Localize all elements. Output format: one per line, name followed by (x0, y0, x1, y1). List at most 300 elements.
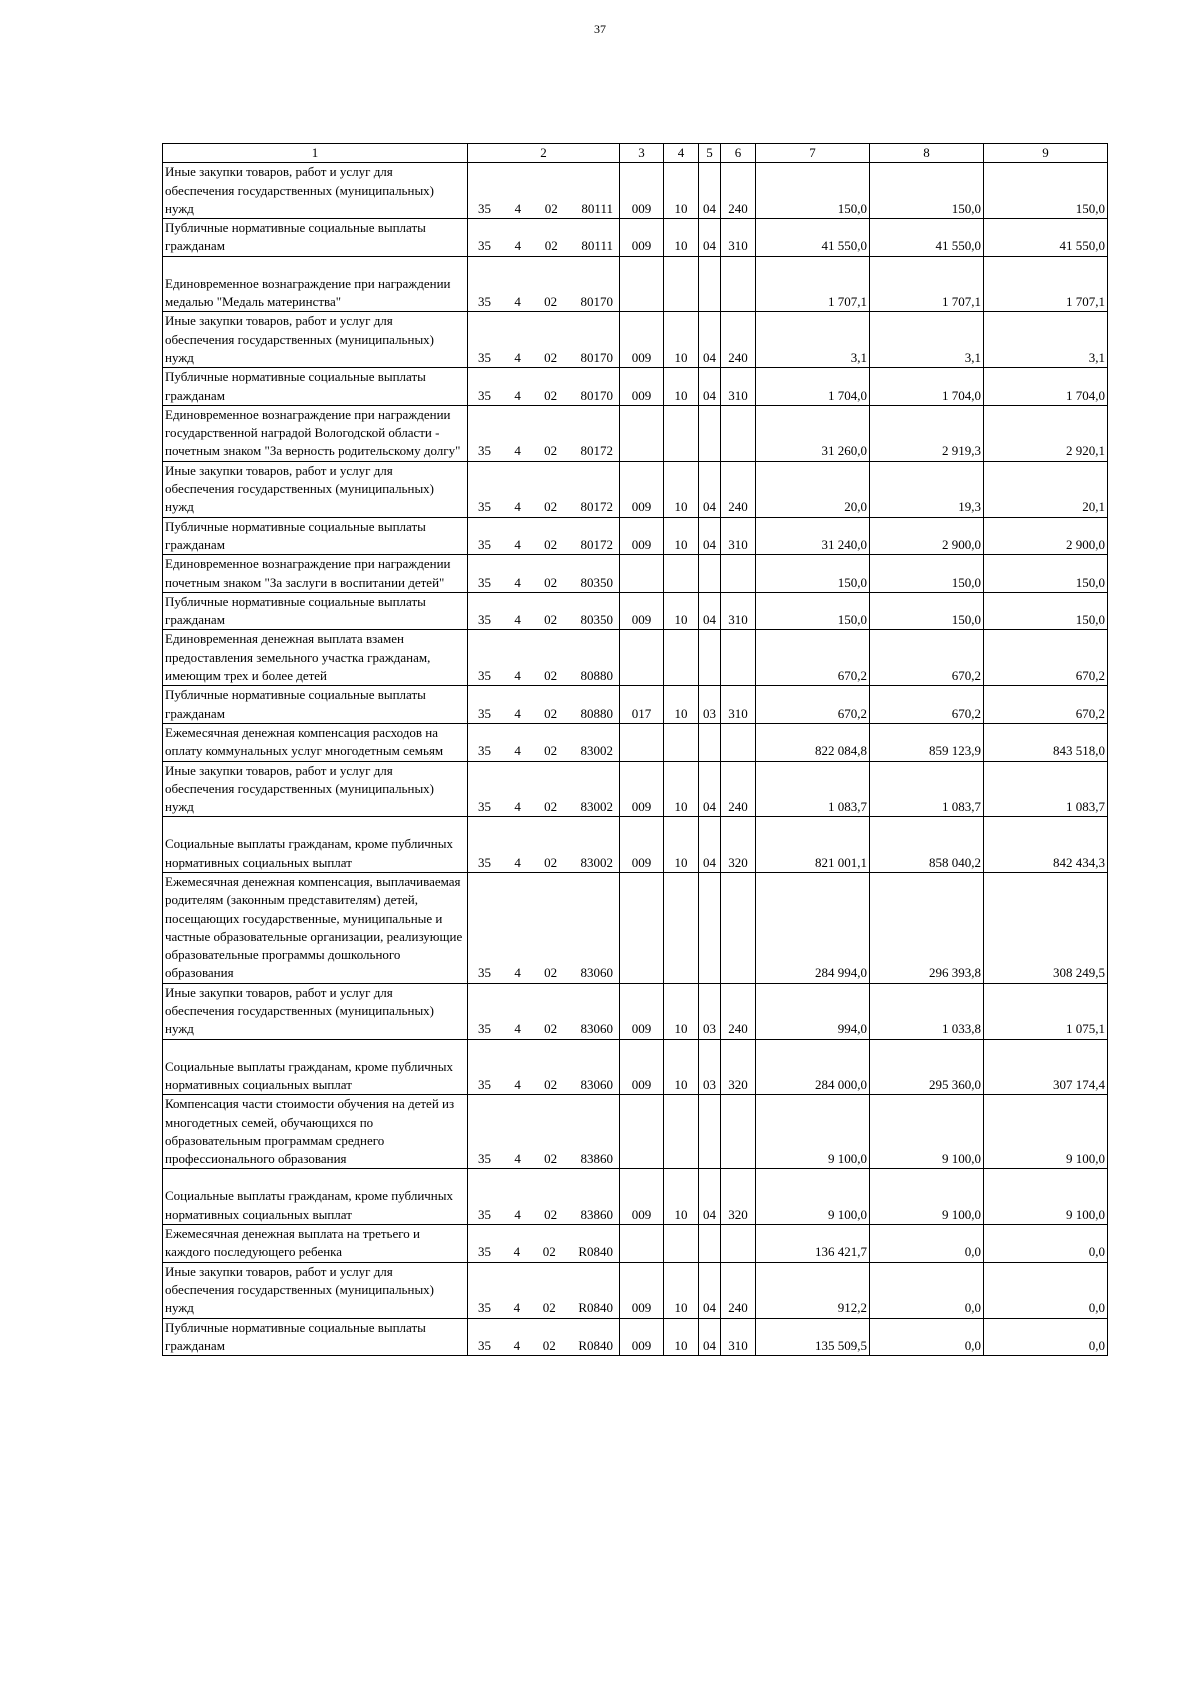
row-col4: 10 (664, 686, 699, 724)
row-col3 (620, 723, 664, 761)
row-value-8: 150,0 (870, 555, 984, 593)
row-value-8: 859 123,9 (870, 723, 984, 761)
row-col6: 310 (721, 686, 756, 724)
row-col5: 04 (699, 163, 721, 219)
code-program: 35 (478, 536, 491, 552)
code-type: 4 (514, 743, 521, 759)
code-subprogram: 02 (544, 743, 558, 759)
code-subprogram: 02 (544, 1151, 558, 1167)
table-row (163, 1262, 1108, 1318)
row-col4 (664, 1095, 699, 1169)
row-value-9: 2 920,1 (984, 405, 1108, 461)
row-value-8: 150,0 (870, 163, 984, 219)
row-value-7: 20,0 (756, 461, 870, 517)
row-value-8: 295 360,0 (870, 1039, 984, 1095)
code-program: 35 (478, 612, 491, 628)
code-program: 35 (478, 294, 491, 310)
code-type: 4 (513, 1337, 521, 1353)
code-program: 35 (478, 1300, 491, 1316)
header-cell: 2 (468, 144, 620, 163)
row-value-9: 308 249,5 (984, 872, 1108, 983)
code-direction: 83002 (580, 799, 613, 815)
row-col4 (664, 256, 699, 312)
code-direction: 80880 (580, 668, 613, 684)
row-col5: 04 (699, 1169, 721, 1225)
row-col6 (721, 723, 756, 761)
table-row (163, 872, 1108, 983)
row-col6: 240 (721, 312, 756, 368)
code-subprogram: 02 (544, 799, 558, 815)
code-program: 35 (478, 1076, 491, 1092)
row-name: Иные закупки товаров, работ и услуг для обеспечения государственных (муниципальных) нужд (163, 312, 468, 368)
code-subprogram: 02 (544, 1021, 558, 1037)
row-value-7: 284 994,0 (756, 872, 870, 983)
row-col5: 04 (699, 761, 721, 817)
row-name: Публичные нормативные социальные выплаты гражданам (163, 219, 468, 257)
row-col6 (721, 872, 756, 983)
row-name: Иные закупки товаров, работ и услуг для обеспечения государственных (муниципальных) нужд (163, 461, 468, 517)
row-value-7: 994,0 (756, 983, 870, 1039)
row-value-8: 1 083,7 (870, 761, 984, 817)
row-value-7: 31 260,0 (756, 405, 870, 461)
page-number: 37 (594, 22, 606, 36)
row-name: Публичные нормативные социальные выплаты гражданам (163, 592, 468, 630)
table-row (163, 461, 1108, 517)
row-col6: 240 (721, 461, 756, 517)
table-row (163, 163, 1108, 219)
header-cell: 6 (721, 144, 756, 163)
row-value-8: 9 100,0 (870, 1169, 984, 1225)
row-value-9: 670,2 (984, 686, 1108, 724)
code-direction: 83860 (580, 1151, 613, 1167)
row-value-7: 821 001,1 (756, 817, 870, 873)
code-program: 35 (478, 443, 491, 459)
row-col4: 10 (664, 1318, 699, 1356)
row-col5 (699, 723, 721, 761)
row-value-7: 150,0 (756, 163, 870, 219)
code-type: 4 (514, 705, 521, 721)
code-direction: 83060 (580, 965, 613, 981)
row-value-8: 670,2 (870, 686, 984, 724)
row-col5: 03 (699, 983, 721, 1039)
code-direction: 80350 (580, 574, 613, 590)
row-code-cell (468, 630, 620, 686)
row-code-cell (468, 1262, 620, 1318)
code-program: 35 (478, 349, 491, 365)
row-value-8: 9 100,0 (870, 1095, 984, 1169)
code-type: 4 (514, 1021, 521, 1037)
table-row (163, 405, 1108, 461)
row-col4: 10 (664, 461, 699, 517)
code-direction: 80172 (580, 443, 613, 459)
row-value-8: 0,0 (870, 1318, 984, 1356)
code-program: 35 (478, 854, 491, 870)
row-value-8: 858 040,2 (870, 817, 984, 873)
code-direction: 80170 (580, 294, 613, 310)
code-type: 4 (514, 387, 521, 403)
row-col5: 04 (699, 592, 721, 630)
row-name: Социальные выплаты гражданам, кроме публичных нормативных социальных выплат (163, 817, 468, 873)
row-col3: 009 (620, 163, 664, 219)
row-col5 (699, 872, 721, 983)
row-code-cell (468, 312, 620, 368)
row-col3 (620, 405, 664, 461)
code-direction: 83002 (580, 743, 613, 759)
row-value-8: 670,2 (870, 630, 984, 686)
row-col6: 310 (721, 1318, 756, 1356)
row-col5 (699, 630, 721, 686)
code-subprogram: 02 (544, 294, 558, 310)
row-value-8: 1 033,8 (870, 983, 984, 1039)
code-direction: 80111 (581, 238, 613, 254)
header-cell: 4 (664, 144, 699, 163)
code-type: 4 (514, 668, 521, 684)
row-col4 (664, 405, 699, 461)
row-col3 (620, 872, 664, 983)
row-col6: 240 (721, 983, 756, 1039)
row-col5: 04 (699, 219, 721, 257)
row-value-7: 1 707,1 (756, 256, 870, 312)
code-type: 4 (514, 200, 522, 216)
code-type: 4 (514, 499, 521, 515)
row-code-cell (468, 817, 620, 873)
row-col4 (664, 630, 699, 686)
code-subprogram: 02 (544, 1076, 558, 1092)
header-cell: 8 (870, 144, 984, 163)
row-col6: 320 (721, 817, 756, 873)
row-code-cell (468, 723, 620, 761)
code-direction: R0840 (578, 1337, 613, 1353)
row-col4: 10 (664, 312, 699, 368)
row-value-7: 670,2 (756, 630, 870, 686)
table-row (163, 1169, 1108, 1225)
table-row (163, 368, 1108, 406)
row-value-7: 9 100,0 (756, 1169, 870, 1225)
row-name: Ежемесячная денежная компенсация, выплачиваемая родителям (законным представителям) детей, посещающих государственные, муниципальные и частные образовательные организации, реализующие образовательные программы дошкольного образования (163, 872, 468, 983)
row-col3: 009 (620, 461, 664, 517)
code-subprogram: 02 (544, 443, 558, 459)
code-program: 35 (478, 1244, 491, 1260)
row-value-8: 296 393,8 (870, 872, 984, 983)
row-col4: 10 (664, 1039, 699, 1095)
row-col6 (721, 405, 756, 461)
row-col6 (721, 1095, 756, 1169)
row-code-cell (468, 872, 620, 983)
row-name: Ежемесячная денежная компенсация расходов на оплату коммунальных услуг многодетным семьям (163, 723, 468, 761)
table-row (163, 817, 1108, 873)
code-subprogram: 02 (542, 1300, 556, 1316)
row-value-7: 3,1 (756, 312, 870, 368)
row-col5: 04 (699, 368, 721, 406)
row-col3 (620, 630, 664, 686)
code-direction: 83060 (580, 1021, 613, 1037)
row-col4: 10 (664, 817, 699, 873)
row-col6: 240 (721, 761, 756, 817)
row-col3: 009 (620, 368, 664, 406)
row-col6 (721, 555, 756, 593)
row-col4: 10 (664, 983, 699, 1039)
row-col4: 10 (664, 761, 699, 817)
code-type: 4 (514, 1076, 521, 1092)
row-code-cell (468, 983, 620, 1039)
row-col3: 009 (620, 1169, 664, 1225)
table-row (163, 219, 1108, 257)
row-name: Единовременное вознаграждение при награждении почетным знаком "За заслуги в воспитании детей" (163, 555, 468, 593)
row-value-9: 150,0 (984, 163, 1108, 219)
row-code-cell (468, 461, 620, 517)
code-subprogram: 02 (544, 668, 558, 684)
code-direction: 80172 (580, 536, 613, 552)
code-program: 35 (478, 1206, 491, 1222)
table-row (163, 1318, 1108, 1356)
row-value-9: 670,2 (984, 630, 1108, 686)
code-direction: 83060 (580, 1076, 613, 1092)
row-value-9: 20,1 (984, 461, 1108, 517)
row-col6: 320 (721, 1039, 756, 1095)
row-col4: 10 (664, 1169, 699, 1225)
row-col5: 04 (699, 461, 721, 517)
row-col6: 310 (721, 592, 756, 630)
row-col3: 009 (620, 1318, 664, 1356)
row-col3: 009 (620, 817, 664, 873)
table-row (163, 1039, 1108, 1095)
row-col3: 009 (620, 761, 664, 817)
code-type: 4 (513, 1244, 521, 1260)
row-name: Публичные нормативные социальные выплаты гражданам (163, 1318, 468, 1356)
code-type: 4 (514, 536, 521, 552)
row-value-8: 19,3 (870, 461, 984, 517)
header-cell: 3 (620, 144, 664, 163)
code-subprogram: 02 (542, 1337, 556, 1353)
row-col5: 04 (699, 817, 721, 873)
row-value-7: 31 240,0 (756, 517, 870, 555)
row-col5: 04 (699, 1318, 721, 1356)
row-name: Ежемесячная денежная выплата на третьего и каждого последующего ребенка (163, 1225, 468, 1263)
code-type: 4 (513, 1300, 521, 1316)
row-col6: 310 (721, 219, 756, 257)
row-col5 (699, 1095, 721, 1169)
row-col6: 320 (721, 1169, 756, 1225)
table-row (163, 983, 1108, 1039)
code-program: 35 (478, 1021, 491, 1037)
row-code-cell (468, 163, 620, 219)
code-subprogram: 02 (544, 574, 558, 590)
row-name: Публичные нормативные социальные выплаты гражданам (163, 686, 468, 724)
row-col3: 009 (620, 983, 664, 1039)
code-type: 4 (514, 854, 521, 870)
row-value-9: 9 100,0 (984, 1169, 1108, 1225)
row-code-cell (468, 219, 620, 257)
code-type: 4 (514, 349, 521, 365)
row-value-9: 1 704,0 (984, 368, 1108, 406)
header-cell: 7 (756, 144, 870, 163)
code-subprogram: 02 (544, 965, 558, 981)
code-subprogram: 02 (544, 499, 558, 515)
row-value-9: 3,1 (984, 312, 1108, 368)
row-col4 (664, 1225, 699, 1263)
row-col4: 10 (664, 368, 699, 406)
row-col3 (620, 256, 664, 312)
row-value-9: 0,0 (984, 1225, 1108, 1263)
code-subprogram: 02 (544, 536, 558, 552)
row-code-cell (468, 592, 620, 630)
row-name: Иные закупки товаров, работ и услуг для обеспечения государственных (муниципальных) нужд (163, 761, 468, 817)
row-name: Иные закупки товаров, работ и услуг для обеспечения государственных (муниципальных) нужд (163, 1262, 468, 1318)
code-program: 35 (478, 200, 491, 216)
budget-table (162, 143, 1108, 1356)
row-code-cell (468, 405, 620, 461)
row-col4 (664, 723, 699, 761)
code-type: 4 (514, 574, 521, 590)
code-direction: R0840 (578, 1300, 613, 1316)
row-col4 (664, 872, 699, 983)
code-subprogram: 02 (544, 854, 558, 870)
row-col3: 009 (620, 1039, 664, 1095)
row-code-cell (468, 517, 620, 555)
row-col6 (721, 256, 756, 312)
header-cell: 5 (699, 144, 721, 163)
code-program: 35 (478, 238, 491, 254)
code-subprogram: 02 (544, 1206, 558, 1222)
row-code-cell (468, 1225, 620, 1263)
code-direction: 80170 (580, 387, 613, 403)
row-code-cell (468, 555, 620, 593)
code-direction: 83860 (580, 1206, 613, 1222)
code-direction: 83002 (580, 854, 613, 870)
row-name: Единовременная денежная выплата взамен предоставления земельного участка гражданам, имеющим трех и более детей (163, 630, 468, 686)
row-value-7: 9 100,0 (756, 1095, 870, 1169)
row-col4: 10 (664, 1262, 699, 1318)
row-col4: 10 (664, 163, 699, 219)
row-col6 (721, 1225, 756, 1263)
code-direction: 80350 (580, 612, 613, 628)
row-col4: 10 (664, 517, 699, 555)
code-direction: 80170 (580, 349, 613, 365)
row-value-9: 0,0 (984, 1262, 1108, 1318)
row-col5: 04 (699, 517, 721, 555)
row-name: Единовременное вознаграждение при награждении медалью "Медаль материнства" (163, 256, 468, 312)
code-subprogram: 02 (542, 1244, 556, 1260)
table-row (163, 1225, 1108, 1263)
row-value-9: 150,0 (984, 555, 1108, 593)
row-col5 (699, 405, 721, 461)
table-row (163, 761, 1108, 817)
row-value-8: 150,0 (870, 592, 984, 630)
row-value-7: 150,0 (756, 555, 870, 593)
row-value-9: 1 707,1 (984, 256, 1108, 312)
row-name: Социальные выплаты гражданам, кроме публичных нормативных социальных выплат (163, 1039, 468, 1095)
row-value-8: 1 707,1 (870, 256, 984, 312)
code-subprogram: 02 (544, 238, 558, 254)
row-value-9: 2 900,0 (984, 517, 1108, 555)
table-row (163, 630, 1108, 686)
table-row (163, 256, 1108, 312)
code-subprogram: 02 (544, 349, 558, 365)
code-program: 35 (478, 499, 491, 515)
code-type: 4 (514, 238, 522, 254)
table-row (163, 686, 1108, 724)
row-value-8: 1 704,0 (870, 368, 984, 406)
row-code-cell (468, 1318, 620, 1356)
row-name: Иные закупки товаров, работ и услуг для обеспечения государственных (муниципальных) нужд (163, 163, 468, 219)
row-col3 (620, 1095, 664, 1169)
code-program: 35 (478, 743, 491, 759)
code-program: 35 (478, 705, 491, 721)
code-program: 35 (478, 965, 491, 981)
code-type: 4 (514, 1151, 521, 1167)
code-direction: 80172 (580, 499, 613, 515)
row-col3: 009 (620, 312, 664, 368)
row-value-7: 150,0 (756, 592, 870, 630)
row-col3: 017 (620, 686, 664, 724)
code-program: 35 (478, 574, 491, 590)
row-name: Социальные выплаты гражданам, кроме публичных нормативных социальных выплат (163, 1169, 468, 1225)
row-col6: 240 (721, 163, 756, 219)
row-col6: 240 (721, 1262, 756, 1318)
row-value-9: 41 550,0 (984, 219, 1108, 257)
row-col5: 04 (699, 312, 721, 368)
row-col3: 009 (620, 517, 664, 555)
row-col6: 310 (721, 368, 756, 406)
code-type: 4 (514, 612, 521, 628)
code-program: 35 (478, 1151, 491, 1167)
row-value-9: 1 083,7 (984, 761, 1108, 817)
table-row (163, 312, 1108, 368)
code-type: 4 (514, 965, 521, 981)
row-col3 (620, 555, 664, 593)
row-value-9: 1 075,1 (984, 983, 1108, 1039)
row-value-7: 1 704,0 (756, 368, 870, 406)
row-value-9: 150,0 (984, 592, 1108, 630)
row-code-cell (468, 1169, 620, 1225)
row-code-cell (468, 1095, 620, 1169)
header-cell: 9 (984, 144, 1108, 163)
code-direction: 80880 (580, 705, 613, 721)
row-value-7: 41 550,0 (756, 219, 870, 257)
row-value-9: 843 518,0 (984, 723, 1108, 761)
row-col6: 310 (721, 517, 756, 555)
row-value-7: 912,2 (756, 1262, 870, 1318)
row-col5: 03 (699, 1039, 721, 1095)
row-value-8: 3,1 (870, 312, 984, 368)
row-col5 (699, 1225, 721, 1263)
row-name: Иные закупки товаров, работ и услуг для обеспечения государственных (муниципальных) нужд (163, 983, 468, 1039)
code-subprogram: 02 (544, 387, 558, 403)
code-subprogram: 02 (544, 705, 558, 721)
table-row (163, 723, 1108, 761)
row-value-9: 842 434,3 (984, 817, 1108, 873)
row-code-cell (468, 368, 620, 406)
row-col3: 009 (620, 1262, 664, 1318)
row-col3 (620, 1225, 664, 1263)
row-value-9: 9 100,0 (984, 1095, 1108, 1169)
row-col3: 009 (620, 219, 664, 257)
code-program: 35 (478, 668, 491, 684)
row-code-cell (468, 761, 620, 817)
row-name: Единовременное вознаграждение при награждении государственной наградой Вологодской области - почетным знаком "За верность родительскому долгу" (163, 405, 468, 461)
code-type: 4 (514, 294, 521, 310)
row-col6 (721, 630, 756, 686)
row-value-7: 1 083,7 (756, 761, 870, 817)
row-value-7: 136 421,7 (756, 1225, 870, 1263)
table-row (163, 1095, 1108, 1169)
row-col4: 10 (664, 592, 699, 630)
row-value-7: 284 000,0 (756, 1039, 870, 1095)
code-subprogram: 02 (544, 200, 558, 216)
row-value-9: 0,0 (984, 1318, 1108, 1356)
row-code-cell (468, 1039, 620, 1095)
row-col4 (664, 555, 699, 593)
